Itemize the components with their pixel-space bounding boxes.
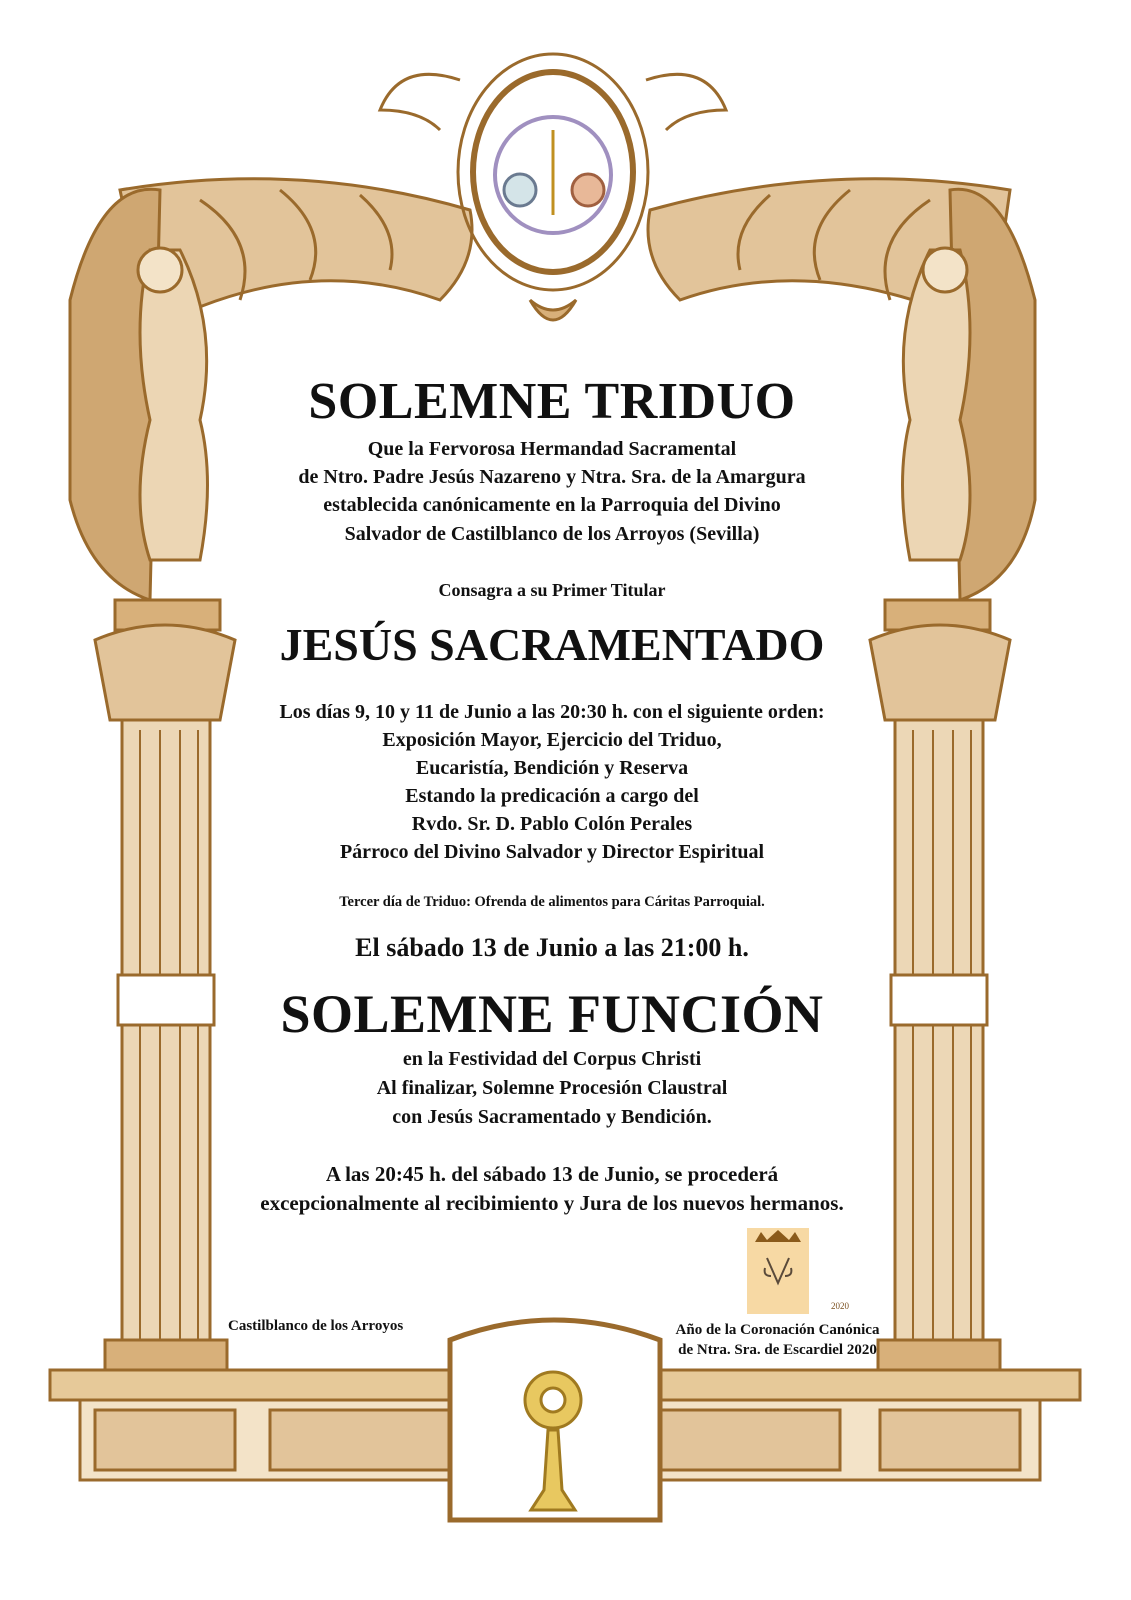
jura-line: A las 20:45 h. del sábado 13 de Junio, se procederá (325, 1162, 779, 1186)
schedule-line: Eucaristía, Bendición y Reserva (415, 757, 689, 779)
intro-line: establecida canónicamente en la Parroquia del Divino (323, 494, 781, 516)
tercer-dia-note: Tercer día de Triduo: Ofrenda de alimentos para Cáritas Parroquial. (339, 894, 765, 910)
funcion-line: con Jesús Sacramentado y Bendición. (392, 1106, 712, 1128)
footer-right-line: de Ntra. Sra. de Escardiel 2020 (678, 1342, 877, 1358)
schedule-line: Exposición Mayor, Ejercicio del Triduo, (382, 729, 722, 751)
funcion-line: en la Festividad del Corpus Christi (402, 1048, 702, 1070)
logo-year: 2020 (831, 1301, 849, 1311)
schedule-line: Rvdo. Sr. D. Pablo Colón Perales (411, 813, 693, 835)
intro-line: Que la Fervorosa Hermandad Sacramental (367, 438, 737, 460)
footer-left: Castilblanco de los Arroyos (228, 1318, 404, 1334)
intro-line: Salvador de Castilblanco de los Arroyos (Sevilla) (344, 523, 760, 545)
schedule-line: Párroco del Divino Salvador y Director Espiritual (339, 841, 765, 863)
intro-line: de Ntro. Padre Jesús Nazareno y Ntra. Sra. de la Amargura (298, 466, 806, 488)
crown-emblem-icon (747, 1228, 809, 1298)
consagra-text: Consagra a su Primer Titular (438, 580, 666, 600)
coronation-logo (747, 1228, 849, 1314)
funcion-date: El sábado 13 de Junio a las 21:00 h. (355, 933, 749, 962)
schedule-line: Estando la predicación a cargo del (405, 785, 699, 807)
jura-line: excepcionalmente al recibimiento y Jura de los nuevos hermanos. (260, 1191, 844, 1215)
funcion-title: SOLEMNE FUNCIÓN (280, 984, 824, 1044)
schedule-line: Los días 9, 10 y 11 de Junio a las 20:30 h. con el siguiente orden: (279, 701, 825, 723)
titular-heading: JESÚS SACRAMENTADO (279, 619, 825, 670)
title: SOLEMNE TRIDUO (308, 373, 796, 430)
footer-right-line: Año de la Coronación Canónica (675, 1322, 880, 1338)
funcion-line: Al finalizar, Solemne Procesión Claustral (376, 1077, 728, 1099)
footer-right (650, 1320, 905, 1360)
